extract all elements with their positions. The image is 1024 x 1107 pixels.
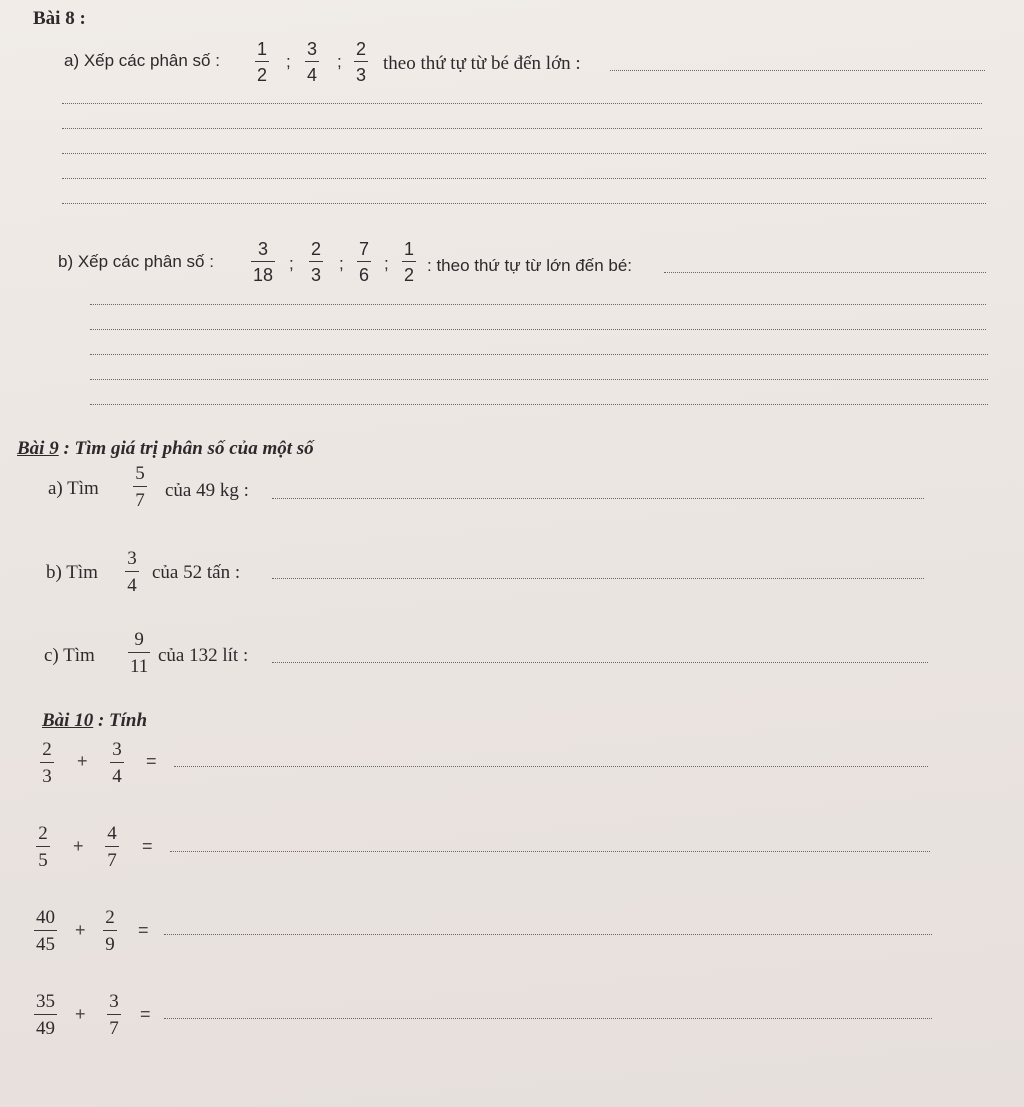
plus-sign: + (73, 836, 84, 856)
exercise-8b-fraction-3: 7 6 (359, 239, 370, 285)
exercise-8b-fraction-1: 3 18 (253, 239, 274, 285)
exercise-9c-answer-line[interactable] (272, 662, 928, 663)
exercise-10-row3-answer-line[interactable] (164, 934, 932, 935)
exercise-9c-fraction: 9 11 (130, 629, 149, 677)
exercise-10-row3-fraction-b: 2 9 (103, 908, 117, 954)
exercise-8a-answer-line[interactable] (62, 203, 986, 204)
exercise-8a-answer-line[interactable] (62, 178, 986, 179)
exercise-9-heading: : Tìm giá trị phân số của một số (58, 438, 314, 459)
exercise-10-row2-fraction-b: 4 7 (105, 824, 119, 870)
exercise-8-title: Bài 8 : (33, 8, 86, 29)
equals-sign: = (142, 836, 153, 856)
equals-sign: = (140, 1004, 151, 1024)
exercise-10-row4-fraction-b: 3 7 (107, 992, 121, 1038)
plus-sign: + (75, 920, 86, 940)
exercise-9a-suffix: của 49 kg : (165, 480, 249, 501)
exercise-8b-answer-line[interactable] (90, 379, 988, 380)
exercise-10-title (42, 710, 147, 732)
exercise-8a-fraction-1: 1 2 (257, 39, 268, 85)
exercise-10-row2-fraction-a: 2 5 (36, 824, 50, 870)
exercise-8a-fraction-2: 3 4 (307, 39, 318, 85)
exercise-8b-answer-line[interactable] (90, 354, 988, 355)
exercise-9a-fraction: 5 7 (133, 464, 147, 510)
equals-sign: = (138, 920, 149, 940)
exercise-9b-prefix: b) Tìm (46, 562, 98, 583)
exercise-10-label: Bài 10 (42, 710, 94, 731)
exercise-8b-separator-3: ; (384, 254, 389, 273)
exercise-9a-prefix: a) Tìm (48, 478, 99, 499)
exercise-9-title (17, 438, 314, 460)
exercise-8a-separator-1: ; (286, 52, 291, 71)
exercise-10-heading: : Tính (93, 710, 148, 731)
exercise-10-row1-answer-line[interactable] (174, 766, 928, 767)
exercise-8a-answer-line[interactable] (62, 103, 982, 104)
plus-sign: + (77, 751, 88, 771)
exercise-8a-separator-2: ; (337, 52, 342, 71)
plus-sign: + (75, 1004, 86, 1024)
exercise-8b-prefix: b) Xếp các phân số : (58, 252, 214, 271)
exercise-8b-fraction-2: 2 3 (311, 239, 322, 285)
exercise-9-label: Bài 9 (17, 438, 59, 459)
exercise-10-row2-answer-line[interactable] (170, 851, 930, 852)
exercise-9c-prefix: c) Tìm (44, 645, 95, 666)
exercise-8b-answer-line[interactable] (90, 304, 986, 305)
exercise-8b-separator-2: ; (339, 254, 344, 273)
exercise-10-row4-fraction-a: 35 49 (36, 991, 55, 1039)
exercise-9a-answer-line[interactable] (272, 498, 924, 499)
exercise-8b-fraction-4: 1 2 (404, 239, 415, 285)
exercise-10-row1-fraction-b: 3 4 (110, 740, 124, 786)
exercise-8b-answer-line[interactable] (90, 404, 988, 405)
exercise-8a-prefix: a) Xếp các phân số : (64, 51, 220, 70)
exercise-8b-answer-line[interactable] (90, 329, 986, 330)
exercise-9b-answer-line[interactable] (272, 578, 924, 579)
exercise-8a-answer-line[interactable] (62, 128, 982, 129)
exercise-8a-suffix: theo thứ tự từ bé đến lớn : (383, 53, 581, 74)
exercise-8b-suffix: : theo thứ tự từ lớn đến bé: (427, 256, 633, 275)
exercise-9c-suffix: của 132 lít : (158, 645, 249, 666)
exercise-9b-suffix: của 52 tấn : (152, 562, 241, 583)
exercise-9b-fraction: 3 4 (125, 549, 139, 595)
exercise-10-row4-answer-line[interactable] (164, 1018, 932, 1019)
exercise-8b-separator-1: ; (289, 254, 294, 273)
exercise-8a-fraction-3: 2 3 (356, 39, 367, 85)
equals-sign: = (146, 751, 157, 771)
exercise-8a-answer-line[interactable] (610, 70, 985, 71)
exercise-10-row3-fraction-a: 40 45 (36, 907, 55, 955)
exercise-8b-answer-line[interactable] (664, 272, 986, 273)
exercise-10-row1-fraction-a: 2 3 (40, 740, 54, 786)
exercise-8a-answer-line[interactable] (62, 153, 986, 154)
